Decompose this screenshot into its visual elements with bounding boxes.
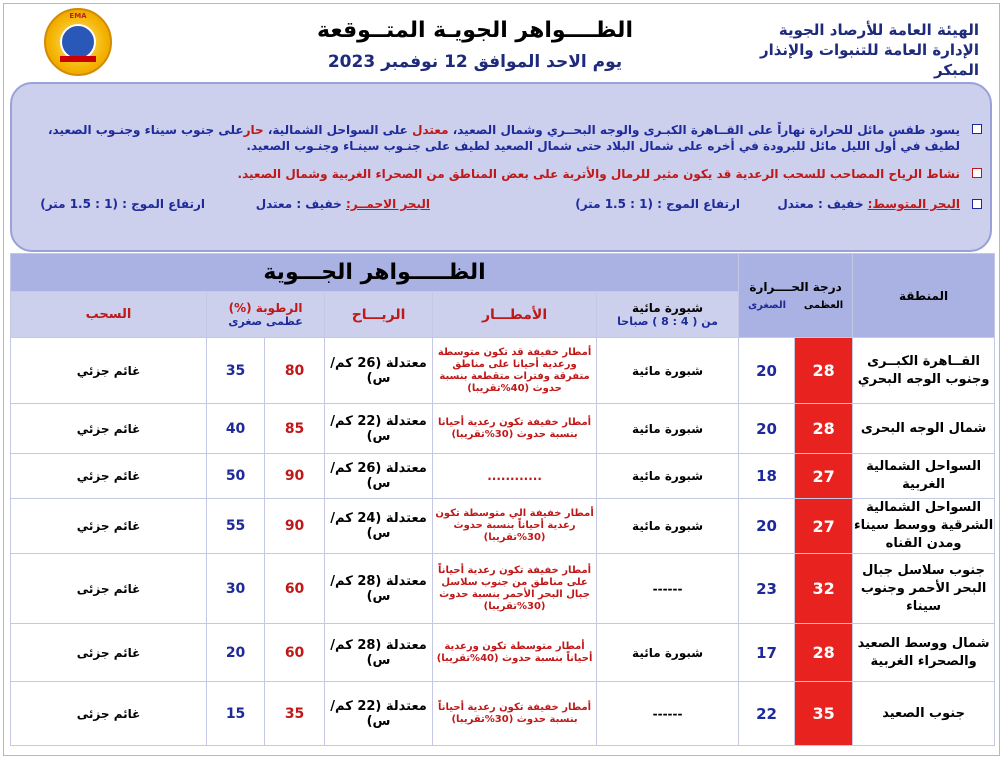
humidity-max: 80 [265, 338, 325, 404]
page-title: الظــــواهر الجويـة المتــوقعة [316, 18, 633, 43]
wind-speed: معتدلة (28 كم/س) [325, 624, 433, 682]
region-name: شمال الوجه البحرى [853, 404, 995, 454]
fog-status: شبورة مائية [597, 338, 739, 404]
med-state: خفيف : معتدل [777, 197, 868, 211]
table-row [11, 624, 995, 682]
org-line-1: الهيئة العامة للأرصاد الجوية [778, 21, 979, 39]
header-humidity-sub: عظمى صغرى [228, 315, 303, 328]
ema-logo [44, 8, 112, 76]
table-row [11, 338, 995, 404]
weather-table [10, 253, 995, 746]
org-line-2: الإدارة العامة للتنبوات والإنذار المبكر [759, 41, 979, 79]
forecast-summary [10, 82, 992, 252]
header-cloud: السحب [11, 292, 207, 338]
humidity-min: 40 [207, 404, 265, 454]
red-state: خفيف : معتدل [255, 197, 346, 211]
bullet-icon [972, 124, 982, 134]
header-region: المنطقة [853, 254, 995, 338]
rain-forecast: أمطار خفيفة قد تكون متوسطة ورعدية أحيانا على مناطق متفرقة وفترات متقطعة بنسبة حدوث (40%تقريبا) [433, 338, 597, 404]
header-wind: الريـــاح [325, 292, 433, 338]
forecast-date: يوم الاحد الموافق 12 نوفمبر 2023 [327, 52, 623, 72]
fog-status: ------ [597, 682, 739, 746]
region-name: جنوب سلاسل جبال البحر الأحمر وجنوب سيناء [853, 554, 995, 624]
summary-line-1 [32, 122, 960, 138]
humidity-min: 55 [207, 499, 265, 554]
table-row [11, 554, 995, 624]
summary-text: نشاط الرياح المصاحب للسحب الرعدية قد يكون مثير للرمال والأتربة على بعض المناطق من الصحراء الغربية وشمال الصعيد. [237, 167, 960, 181]
temp-max: 28 [795, 624, 853, 682]
table-row [11, 499, 995, 554]
fog-status: شبورة مائية [597, 624, 739, 682]
region-name: جنوب الصعيد [853, 682, 995, 746]
fog-status: شبورة مائية [597, 454, 739, 499]
logo-text: EMA [69, 12, 87, 20]
cloud-cover: غائم جزئى [11, 554, 207, 624]
temp-min: 22 [739, 682, 795, 746]
cloud-cover: غائم جزئي [11, 499, 207, 554]
fog-status: شبورة مائية [597, 404, 739, 454]
summary-text: على السواحل الشمالية، [263, 123, 413, 137]
region-name: شمال ووسط الصعيد والصحراء الغربية [853, 624, 995, 682]
cloud-cover: غائم جزئى [11, 682, 207, 746]
temp-max: 27 [795, 499, 853, 554]
wind-speed: معتدلة (26 كم/س) [325, 454, 433, 499]
wind-speed: معتدلة (26 كم/س) [325, 338, 433, 404]
rain-forecast: أمطار خفيفة تكون رعدية أحياناً على مناطق من جنوب سلاسل جبال البحر الأحمر بنسبة حدوث (30%تقريبا) [433, 554, 597, 624]
header-humidity [207, 292, 325, 338]
cloud-cover: غائم جزئى [11, 624, 207, 682]
wind-speed: معتدلة (24 كم/س) [325, 499, 433, 554]
humidity-max: 60 [265, 624, 325, 682]
cloud-cover: غائم جزئي [11, 338, 207, 404]
rain-forecast: أمطار خفيفة الي متوسطة تكون رعدية أحياناً بنسبة حدوث (30%تقريبا) [433, 499, 597, 554]
wind-speed: معتدلة (22 كم/س) [325, 682, 433, 746]
red-wave: ارتفاع الموج : (1 : 1.5 متر) [40, 197, 205, 211]
red-sea-line [256, 197, 430, 211]
humidity-min: 20 [207, 624, 265, 682]
header-temp-max: العظمى [803, 300, 844, 311]
summary-text: يسود طقس مائل للحرارة نهاراً على القــاهرة الكبـرى والوجه البحــري وشمال الصعيد، [448, 123, 960, 137]
fog-status: ------ [597, 554, 739, 624]
logo-band [60, 56, 96, 62]
header-temperature [739, 254, 853, 338]
humidity-max: 90 [265, 454, 325, 499]
temp-max: 28 [795, 338, 853, 404]
temp-max: 28 [795, 404, 853, 454]
region-name: القــاهرة الكبــرى وجنوب الوجه البحري [853, 338, 995, 404]
humidity-max: 60 [265, 554, 325, 624]
temp-min: 20 [739, 499, 795, 554]
humidity-min: 15 [207, 682, 265, 746]
cloud-cover: غائم جزئي [11, 454, 207, 499]
temp-max: 32 [795, 554, 853, 624]
bullet-icon [972, 199, 982, 209]
med-wave: ارتفاع الموج : (1 : 1.5 متر) [575, 197, 740, 211]
wind-speed: معتدلة (22 كم/س) [325, 404, 433, 454]
humidity-min: 50 [207, 454, 265, 499]
bullet-icon [972, 168, 982, 178]
rain-forecast: أمطار متوسطة تكون ورعدية أحياناً بنسبة حدوث (40%تقريبا) [433, 624, 597, 682]
header-temp-label: درجة الحــــرارة [749, 280, 842, 294]
summary-highlight: معتدل [412, 123, 449, 137]
mediterranean-sea-line [777, 197, 960, 211]
fog-status: شبورة مائية [597, 499, 739, 554]
rain-forecast: أمطار خفيفة تكون رعدية أحياناً بنسبة حدوث (30%تقريبا) [433, 682, 597, 746]
header-fog-sub: من ( 4 : 8 ) صباحا [617, 315, 718, 328]
header-rain: الأمطـــار [433, 292, 597, 338]
table-row [11, 404, 995, 454]
temp-min: 23 [739, 554, 795, 624]
med-label: البحر المتوسط: [867, 197, 960, 211]
logo-globe-icon [60, 24, 96, 60]
organization-name [719, 20, 979, 80]
table-row [11, 454, 995, 499]
header-temp-min: الصغرى [747, 300, 787, 311]
cloud-cover: غائم جزئي [11, 404, 207, 454]
table-title: الظـــــواهر الجـــوية [11, 254, 739, 292]
temp-max: 35 [795, 682, 853, 746]
rain-forecast: أمطار خفيفة تكون رعدية أحيانا بنسبة حدوث (30%تقريبا) [433, 404, 597, 454]
humidity-max: 90 [265, 499, 325, 554]
header-humidity-label: الرطوبة (%) [228, 301, 303, 315]
wind-speed: معتدلة (28 كم/س) [325, 554, 433, 624]
summary-highlight: حار [243, 123, 264, 137]
humidity-max: 85 [265, 404, 325, 454]
summary-line-3 [32, 166, 960, 182]
header-fog-label: شبورة مائية [632, 301, 704, 315]
summary-line-2: لطيف في أول الليل مائل للبرودة في أخره على شمال البلاد حتى شمال الصعيد لطيف على جنـوب سينـاء وجنـوب الصعيد. [246, 139, 960, 153]
temp-min: 20 [739, 404, 795, 454]
temp-min: 20 [739, 338, 795, 404]
rain-forecast: ............ [433, 454, 597, 499]
red-label: البحر الاحمــر: [345, 197, 430, 211]
region-name: السواحل الشمالية الشرقية ووسط سيناء ومدن القناه [853, 499, 995, 554]
temp-min: 18 [739, 454, 795, 499]
temp-max: 27 [795, 454, 853, 499]
header-fog [597, 292, 739, 338]
temp-min: 17 [739, 624, 795, 682]
humidity-min: 30 [207, 554, 265, 624]
table-row [11, 682, 995, 746]
humidity-min: 35 [207, 338, 265, 404]
summary-text: على جنوب سيناء وجنـوب الصعيد، [47, 123, 244, 137]
humidity-max: 35 [265, 682, 325, 746]
region-name: السواحل الشمالية الغربية [853, 454, 995, 499]
